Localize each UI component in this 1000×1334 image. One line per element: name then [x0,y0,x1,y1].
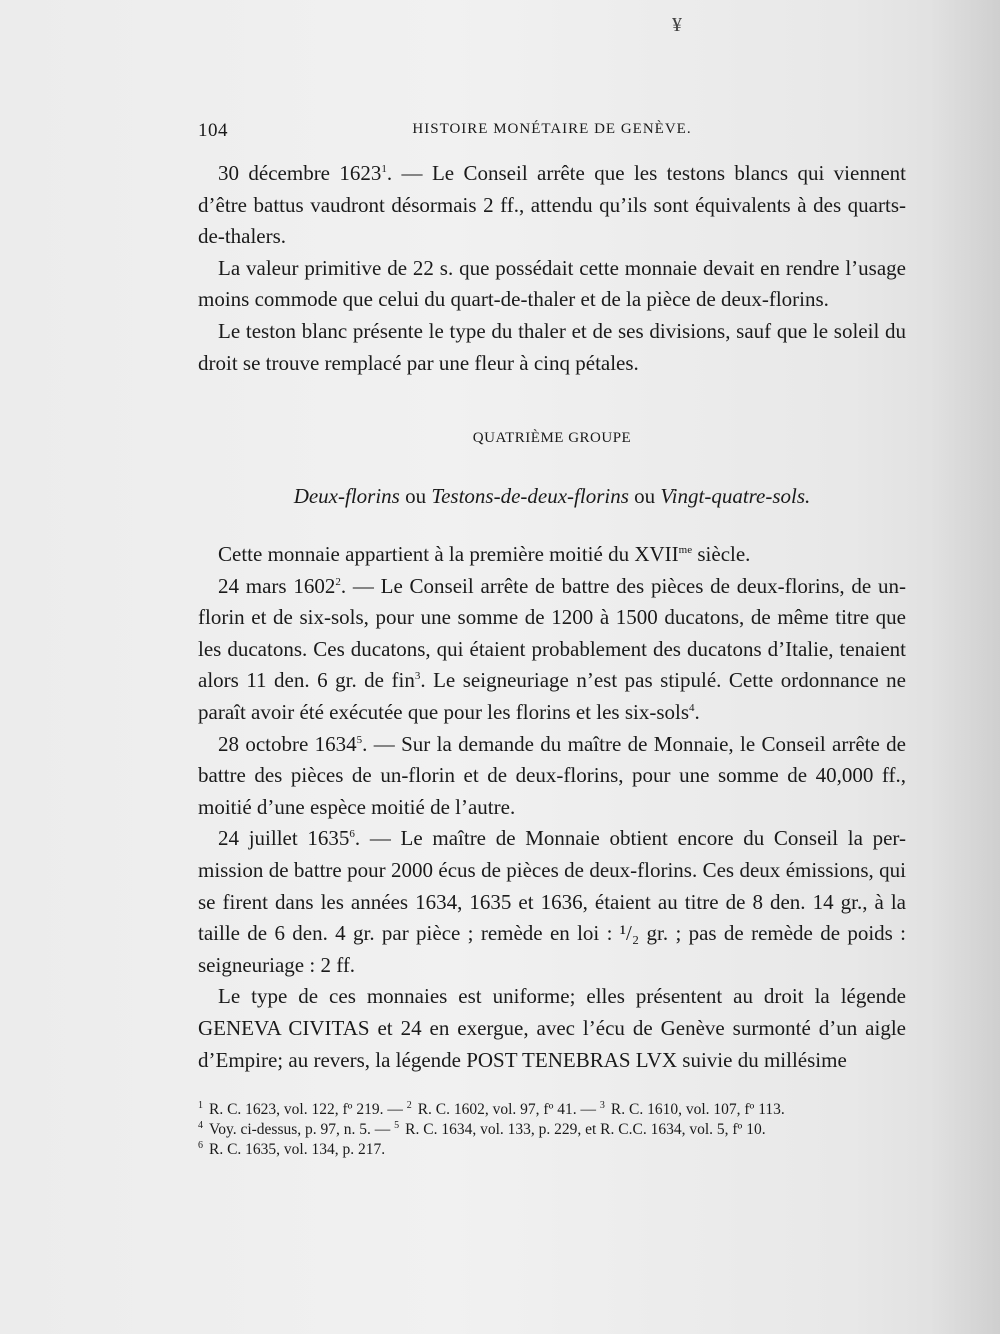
subtitle-term: Testons-de-deux-florins [431,484,629,508]
subtitle-conjunction: ou [628,484,661,508]
paragraph [198,539,906,571]
paragraph [198,571,906,729]
footnote-text: Voy. ci-dessus, p. 97, n. 5. — [209,1121,395,1138]
page-edge-shadow [930,0,1000,1334]
paragraph-text: . Le seigneuriage n’est pas stipulé. Cette ordonnance ne paraît avoir été exécutée que pour les florins et les six-sols [198,668,906,724]
paragraph [198,158,906,253]
text-block-main [198,539,906,1076]
fraction: ¹/₂ [619,921,640,946]
footnote-number: 4 [198,1119,203,1131]
date-text: 24 mars 1602 [218,573,336,598]
subtitle-conjunction: ou [399,484,432,508]
page-number: 104 [198,120,228,141]
running-head [198,120,906,144]
footnote-text: R. C. 1602, vol. 97, fº 41. — [417,1101,600,1118]
superscript: me [678,544,693,556]
footnotes [198,1100,906,1160]
date-text: 24 juillet 1635 [218,826,350,851]
footnote-text: R. C. 1623, vol. 122, fº 219. — [209,1101,407,1118]
paragraph-text: . — Le Conseil arrête de battre des pièces de deux-florins, de un-florin et de six-sols, pour une somme de 1200 à 1500 ducatons, de même titre que les ducatons. Ces ducatons, qui étaient probablement des ducatons d’Italie, tenaient alors 11 den. 6 gr. de fin [198,573,906,693]
footnote-ref: 6 [349,828,355,841]
footnote-ref: 5 [356,733,363,746]
paragraph-text: . — Le Conseil arrête que les testons blancs qui viennent d’être battus vaudront désormais 2 ff., attendu qu’ils sont équivalents à des quarts-de-thalers. [198,161,906,249]
footnote-text: R. C. 1610, vol. 107, fº 113. [610,1101,785,1118]
paragraph: Le teston blanc présente le type du thaler et de ses divisions, sauf que le soleil du droit se trouve remplacé par une fleur à cinq pétales. [198,318,906,375]
paragraph-text: Cette monnaie appartient à la première moitié du XVII [218,542,679,566]
paragraph: Le type de ces monnaies est uniforme; elles présentent au droit la légende GENEVA CIVITAS et 24 en exergue, avec l’écu de Genève surmonté d’un aigle d’Empire; au revers, la légende POST TENEBRAS LVX suivie du millésime [198,984,906,1072]
footnote-number: 1 [198,1099,203,1111]
footnote-ref: 4 [689,701,695,714]
footnote-number: 6 [198,1139,203,1151]
subtitle-term: Vingt-quatre-sols. [660,484,811,508]
running-title: HISTOIRE MONÉTAIRE DE GENÈVE. [412,121,692,137]
footnote-line [198,1100,906,1120]
paragraph [198,823,906,981]
paragraph-text: . [694,699,700,724]
footnote-text: R. C. 1634, vol. 133, p. 229, et R. C.C. 1634, vol. 5, fº 10. [405,1121,766,1138]
paragraph-text: siècle. [692,542,751,566]
date-text: 30 décembre 1623 [218,161,382,185]
section-subtitle [198,484,906,509]
section-heading: QUATRIÈME GROUPE [472,430,632,446]
footnote-line [198,1120,906,1140]
paragraph-text: . — Le maître de Monnaie obtient encore du Conseil la per-mission de battre pour 2000 écus de pièces de deux-florins. Ces deux émissions, qui se firent dans les années 1634, 1635 et 1636, étaient au titre de 8 den. 14 gr., à la taille de 6 den. 4 gr. par pièce ; remède en loi : [198,826,907,946]
footnote-ref: 2 [335,575,341,588]
paragraph-text: . — Sur la demande du maître de Monnaie, le Conseil arrête de battre des pièces de un-florin et de deux-florins, pour une somme de 40,000 ff., moitié d’une espèce moitié de l’autre. [198,731,906,819]
footnote-number: 2 [406,1099,412,1111]
footnote-line [198,1140,906,1160]
footnote-ref: 1 [381,163,387,175]
footnote-number: 3 [599,1099,605,1111]
footnote-ref: 3 [414,670,421,683]
paragraph-text: gr. ; pas de remède de poids : seigneuriage : 2 ff. [198,921,907,977]
text-block-top [198,158,906,379]
paragraph: La valeur primitive de 22 s. que possédait cette monnaie devait en rendre l’usage moins commode que celui du quart-de-thaler et de la pièce de deux-florins. [198,255,906,312]
subtitle-term: Deux-florins [293,484,400,508]
paragraph [198,729,906,824]
date-text: 28 octobre 1634 [218,731,357,756]
footnote-text: R. C. 1635, vol. 134, p. 217. [209,1141,386,1158]
corner-mark: ¥ [672,14,682,36]
footnote-number: 5 [394,1119,400,1131]
